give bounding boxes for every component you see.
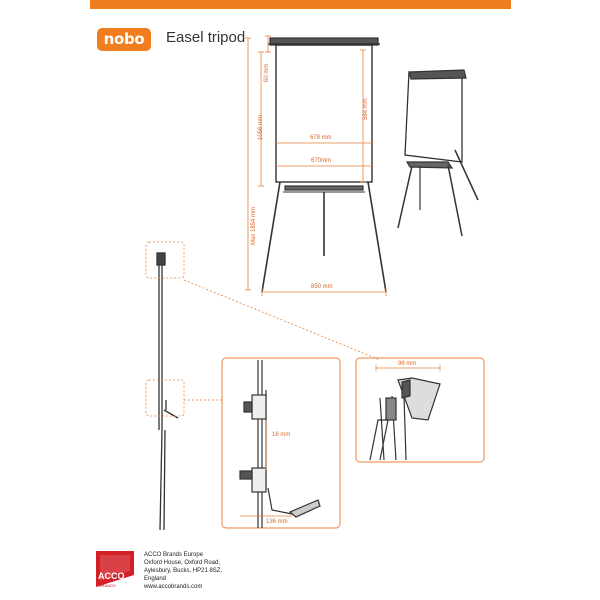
footer-line: Aylesbury, Bucks, HP21 8SZ, bbox=[144, 568, 223, 574]
footer-line: www.accobrands.com bbox=[144, 584, 203, 590]
right-leg bbox=[368, 182, 386, 292]
dim-584: 584 mm bbox=[363, 98, 369, 120]
acco-logo-text: ACCO bbox=[98, 571, 125, 581]
acco-logo-sub: BRANDS bbox=[99, 583, 116, 588]
dim-136: 136 mm bbox=[266, 519, 288, 525]
dim-1056: 1056 mm bbox=[258, 114, 264, 140]
acco-brands-logo bbox=[96, 551, 134, 589]
dim-16: 16 mm bbox=[272, 432, 291, 438]
callout-boxes bbox=[146, 242, 380, 416]
dim-max-1854: Max 1854 mm bbox=[251, 206, 257, 245]
detail-lower-bracket bbox=[222, 358, 340, 528]
detail-top-clamp bbox=[356, 358, 484, 462]
footer-line: England bbox=[144, 576, 167, 582]
easel-front-view bbox=[262, 38, 386, 292]
easel-perspective-view bbox=[398, 70, 478, 236]
board-perspective bbox=[405, 72, 462, 162]
footer-address bbox=[144, 551, 222, 591]
dim-670: 670mm bbox=[311, 158, 332, 164]
footer-line: Oxford House, Oxford Road, bbox=[144, 560, 221, 566]
nobo-logo: nobo bbox=[97, 28, 151, 51]
easel-side-view bbox=[157, 253, 178, 530]
page-title: Easel tripod bbox=[166, 29, 246, 46]
dim-678: 678 mm bbox=[310, 135, 332, 141]
left-leg bbox=[262, 182, 280, 292]
dim-96: 96 mm bbox=[398, 361, 417, 367]
dim-60: 60 mm bbox=[264, 63, 270, 82]
footer-line: ACCO Brands Europe bbox=[144, 552, 204, 558]
dim-850: 850 mm bbox=[311, 284, 333, 290]
pen-tray bbox=[285, 186, 363, 190]
